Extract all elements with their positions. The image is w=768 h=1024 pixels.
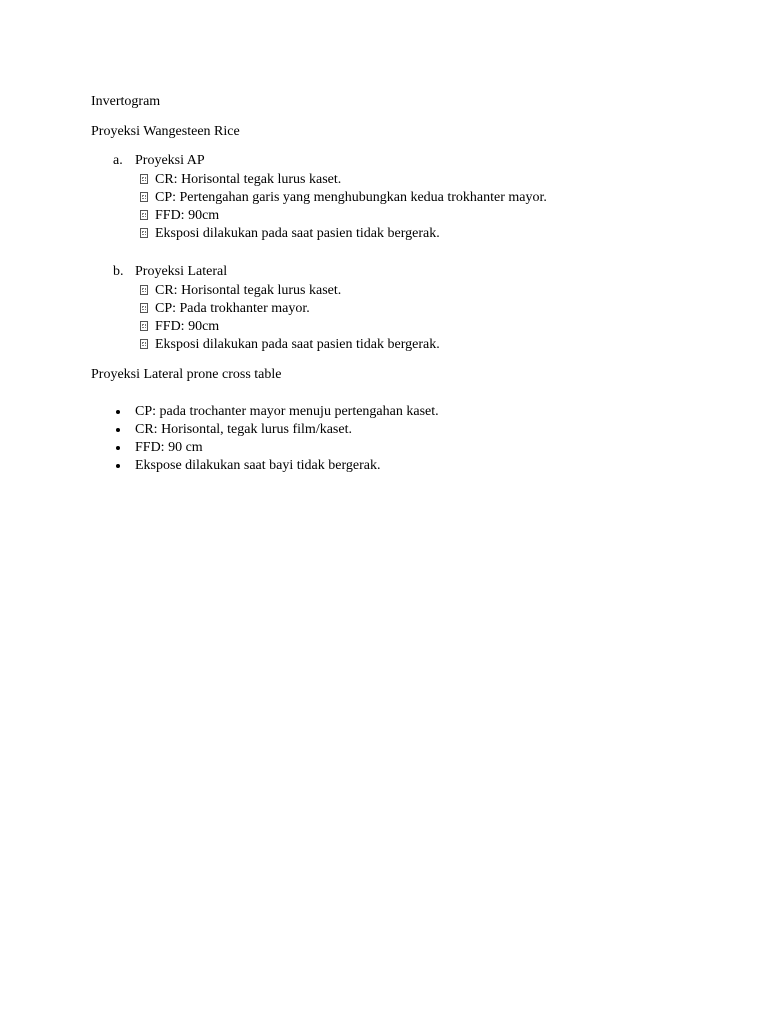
sub-list-item bbox=[140, 282, 150, 300]
missing-glyph-box-icon bbox=[140, 321, 148, 331]
missing-glyph-box-icon bbox=[140, 303, 148, 313]
section-title-wangesteen-rice: Proyeksi Wangesteen Rice bbox=[91, 124, 240, 139]
bullet-item-text: FFD: 90 cm bbox=[135, 440, 203, 455]
missing-glyph-box-icon bbox=[140, 192, 148, 202]
sub-list-item-text: FFD: 90cm bbox=[155, 319, 220, 334]
missing-glyph-box-icon bbox=[140, 174, 148, 184]
sub-list-item bbox=[140, 336, 150, 354]
missing-glyph-box-icon bbox=[140, 285, 148, 295]
bullet-dot-icon bbox=[116, 428, 120, 432]
list-marker: b. bbox=[113, 264, 124, 279]
section-title-lateral-prone-cross-table: Proyeksi Lateral prone cross table bbox=[91, 367, 282, 382]
list-marker: a. bbox=[113, 153, 123, 168]
sub-list-item bbox=[140, 300, 150, 318]
sub-list-item-text: Eksposi dilakukan pada saat pasien tidak bergerak. bbox=[155, 337, 440, 352]
bullet-item-text: CR: Horisontal, tegak lurus film/kaset. bbox=[135, 422, 352, 437]
sub-list-item bbox=[140, 189, 150, 207]
sub-list-item-text: FFD: 90cm bbox=[155, 208, 220, 223]
missing-glyph-box-icon bbox=[140, 339, 148, 349]
sub-list-item bbox=[140, 318, 150, 336]
bullet-item-text: CP: pada trochanter mayor menuju pertengahan kaset. bbox=[135, 404, 439, 419]
document-heading: Invertogram bbox=[91, 94, 161, 109]
sub-list-item bbox=[140, 225, 150, 243]
bullet-dot-icon bbox=[116, 410, 120, 414]
sub-list-item-text: CR: Horisontal tegak lurus kaset. bbox=[155, 283, 342, 298]
sub-list-item-text: CP: Pertengahan garis yang menghubungkan kedua trokhanter mayor. bbox=[155, 190, 547, 205]
sub-list-item bbox=[140, 171, 150, 189]
bullet-dot-icon bbox=[116, 446, 120, 450]
missing-glyph-box-icon bbox=[140, 210, 148, 220]
sub-list-item-text: Eksposi dilakukan pada saat pasien tidak bergerak. bbox=[155, 226, 440, 241]
bullet-dot-icon bbox=[116, 464, 120, 468]
sub-list-item bbox=[140, 207, 150, 225]
sub-list-item-text: CP: Pada trokhanter mayor. bbox=[155, 301, 310, 316]
list-item-label-proyeksi-ap: Proyeksi AP bbox=[135, 153, 205, 168]
sub-list-item-text: CR: Horisontal tegak lurus kaset. bbox=[155, 172, 342, 187]
list-item-label-proyeksi-lateral: Proyeksi Lateral bbox=[135, 264, 228, 279]
missing-glyph-box-icon bbox=[140, 228, 148, 238]
bullet-item-text: Ekspose dilakukan saat bayi tidak bergerak. bbox=[135, 458, 381, 473]
